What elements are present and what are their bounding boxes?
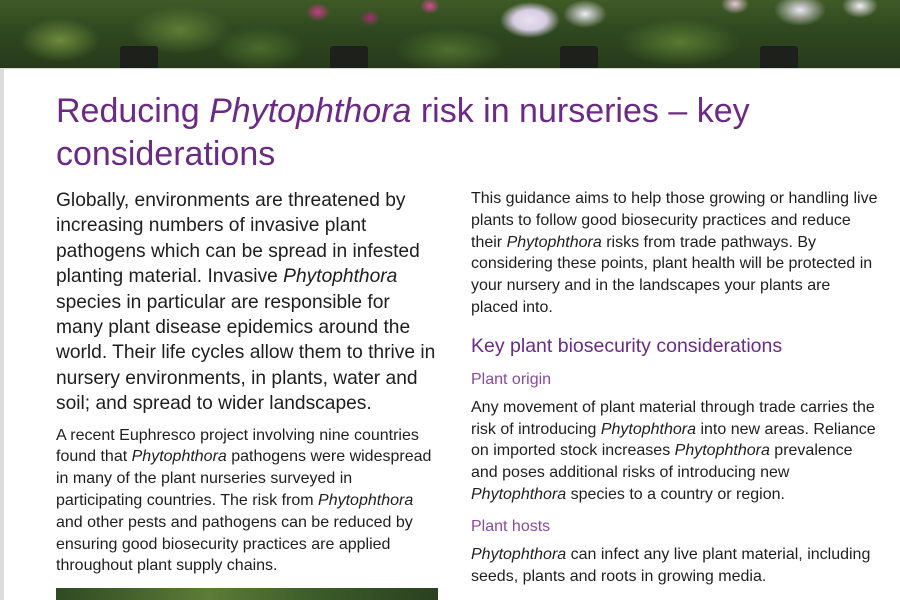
subheading-plant-origin: Plant origin bbox=[471, 370, 552, 388]
guidance-paragraph bbox=[471, 188, 881, 319]
document-title bbox=[56, 90, 856, 176]
title-italic-genus: Phytophthora bbox=[209, 92, 412, 130]
italic-genus-name: Phytophthora bbox=[283, 266, 398, 288]
text-run: This guidance aims to help those growing or handling live plants to follow good biosecurity practices and reduce their bbox=[471, 190, 878, 251]
text-run: prevalence and poses additional risks of introducing new bbox=[471, 442, 853, 482]
text-run: risks from trade pathways. By considering these points, plant health will be protected in your nursery and in the landscapes your plants are placed into. bbox=[471, 233, 873, 316]
intro-paragraph bbox=[56, 188, 440, 417]
italic-genus-name: Phytophthora bbox=[471, 485, 567, 503]
section-heading: Key plant biosecurity considerations bbox=[471, 334, 783, 357]
euphresco-paragraph bbox=[56, 425, 440, 578]
plant-origin-paragraph bbox=[471, 397, 881, 506]
subheading-plant-hosts: Plant hosts bbox=[471, 517, 551, 535]
text-run: and other pests and pathogens can be reduced by ensuring good biosecurity practices are applied throughout plant supply chains. bbox=[56, 513, 413, 575]
italic-genus-name: Phytophthora bbox=[471, 545, 567, 563]
text-run: Any movement of plant material through trade carries the risk of introducing bbox=[471, 398, 875, 438]
left-column bbox=[56, 188, 440, 577]
italic-genus-name: Phytophthora bbox=[131, 448, 227, 466]
italic-genus-name: Phytophthora bbox=[600, 420, 697, 438]
title-text-start: Reducing bbox=[56, 92, 210, 130]
header-photo-nursery-plants bbox=[0, 0, 900, 69]
right-column bbox=[471, 188, 881, 587]
italic-genus-name: Phytophthora bbox=[318, 492, 414, 510]
lower-photo-plants bbox=[56, 588, 438, 600]
italic-genus-name: Phytophthora bbox=[674, 442, 770, 460]
text-run: species in particular are responsible for many plant disease epidemics around the world. Their life cycles allow them to thrive in nursery environments, in plants, water and soil; and spread to wider landscapes. bbox=[56, 291, 436, 415]
italic-genus-name: Phytophthora bbox=[506, 233, 602, 251]
text-run: into new areas. Reliance on imported stock increases bbox=[471, 420, 876, 460]
text-run: A recent Euphresco project involving nine countries found that bbox=[56, 426, 419, 466]
text-run: Globally, environments are threatened by increasing numbers of invasive plant pathogens which can be spread in infested planting material. Invasive bbox=[56, 190, 420, 288]
page-edge bbox=[0, 68, 4, 600]
plant-hosts-paragraph bbox=[471, 544, 881, 588]
text-run: can infect any live plant material, including seeds, plants and roots in growing media. bbox=[471, 545, 871, 585]
text-run: pathogens were widespread in many of the plant nurseries surveyed in participating countries. The risk from bbox=[56, 448, 432, 510]
text-run: species to a country or region. bbox=[566, 485, 785, 503]
title-text-end: risk in nurseries – key considerations bbox=[56, 92, 750, 173]
